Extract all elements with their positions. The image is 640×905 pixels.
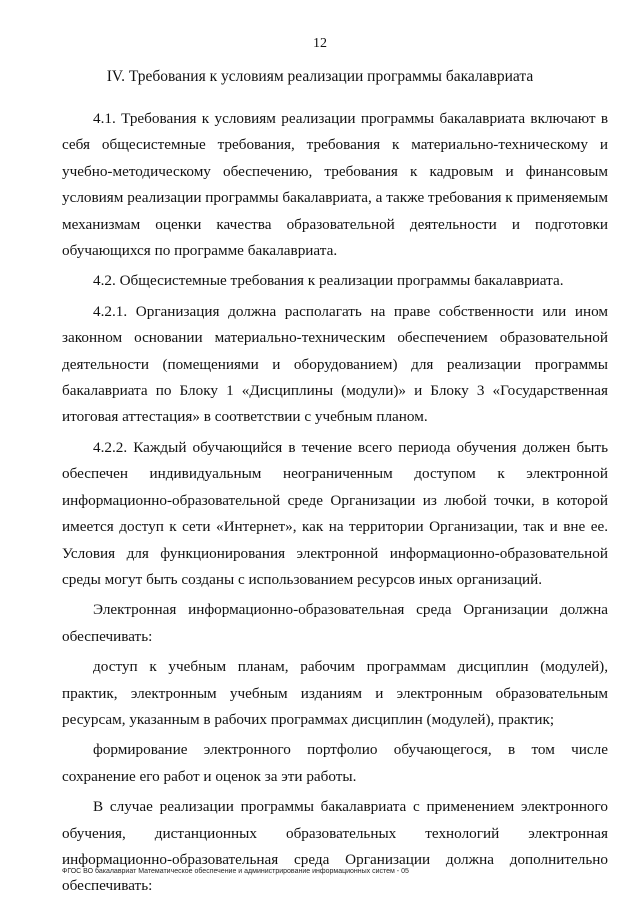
page-number: 12 (313, 36, 327, 51)
paragraph-4-1: 4.1. Требования к условиям реализации программы бакалавриата включают в себя общесистемные требования, требования к материально-техническому и учебно-методическому обеспечению, требования к кадровым и финансовым условиям реализации программы бакалавриата, а также требования к применяемым механизмам оценки качества образовательной деятельности и подготовки обучающихся по программе бакалавриата. (62, 110, 608, 260)
paragraph-portfolio-item: формирование электронного портфолио обучающегося, в том числе сохранение его работ и оценок за эти работы. (62, 741, 608, 785)
section-title: IV. Требования к условиям реализации программы бакалавриата (106, 68, 534, 85)
paragraph-4-2: 4.2. Общесистемные требования к реализации программы бакалавриата. (93, 272, 564, 290)
paragraph-access-item: доступ к учебным планам, рабочим программам дисциплин (модулей), практик, электронным учебным изданиям и электронным образовательным ресурсам, указанным в рабочих программах дисциплин (модулей), практик; (62, 658, 608, 728)
paragraph-distance-learning: В случае реализации программы бакалавриата с применением электронного обучения, дистанционных образовательных технологий электронная информационно-образовательная среда Организации должна дополнительно обеспечивать: (62, 798, 608, 895)
page-footer: ФГОС ВО бакалавриат Математическое обеспечение и администрирование информационных систем - 05 (62, 868, 409, 875)
paragraph-4-2-1: 4.2.1. Организация должна располагать на праве собственности или ином законном основании материально-техническим обеспечением образовательной деятельности (помещениями и оборудованием) для реализации программы бакалавриата по Блоку 1 «Дисциплины (модули)» и Блоку 3 «Государственная итоговая аттестация» в соответствии с учебным планом. (62, 302, 608, 426)
document-body (62, 106, 608, 904)
paragraph-4-2-2: 4.2.2. Каждый обучающийся в течение всего периода обучения должен быть обеспечен индивидуальным неограниченным доступом к электронной информационно-образовательной среде Организации из любой точки, в которой имеется доступ к сети «Интернет», как на территории Организации, так и вне ее. Условия для функционирования электронной информационно-образовательной среды могут быть созданы с использованием ресурсов иных организаций. (62, 438, 608, 588)
paragraph-eios-intro: Электронная информационно-образовательная среда Организации должна обеспечивать: (62, 601, 608, 645)
